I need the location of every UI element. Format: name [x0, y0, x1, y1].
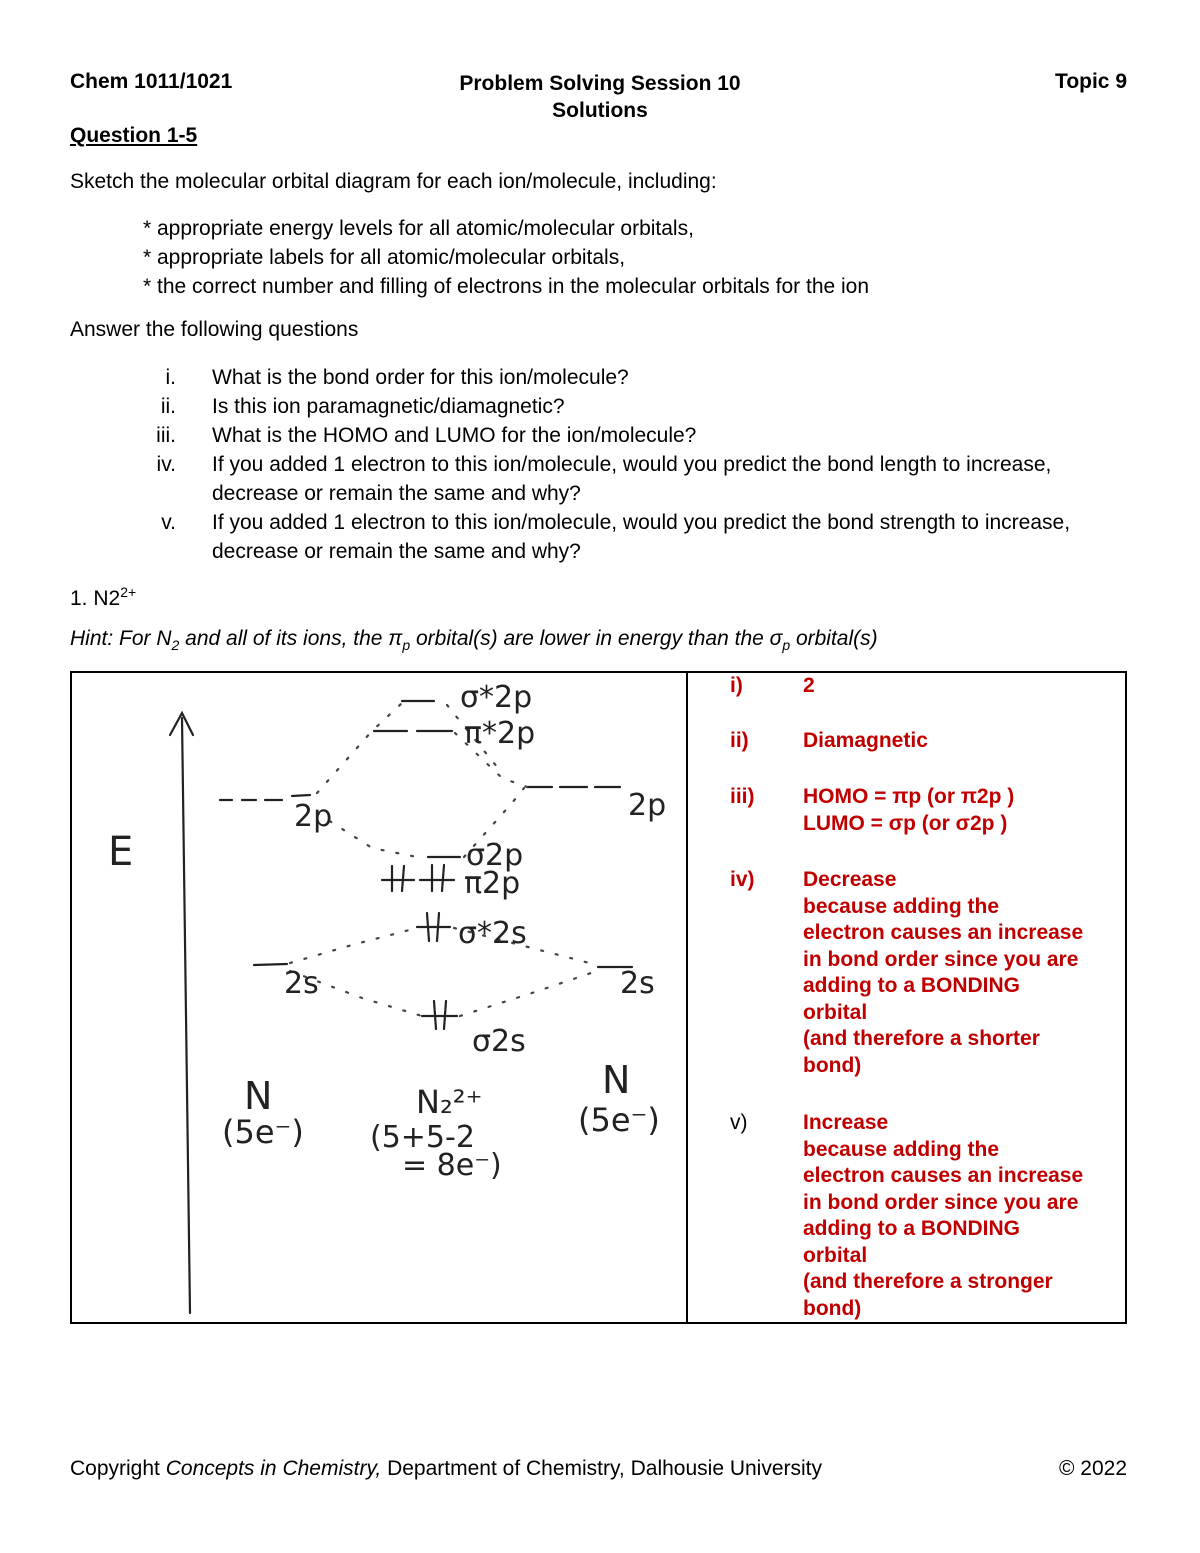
hint-part: orbital(s) are lower in energy than the σ: [410, 627, 783, 650]
answer-intro-text: Answer the following questions: [70, 318, 359, 341]
center-electron-count-2: = 8e⁻): [402, 1148, 502, 1183]
header-topic: Topic 9: [1055, 70, 1127, 93]
requirement-item: * the correct number and filling of electrons in the molecular orbitals for the ion: [143, 275, 870, 298]
answer-line: Increase: [803, 1111, 889, 1134]
answer-value: [803, 1110, 1133, 1322]
answer-line: because adding the: [803, 894, 1000, 918]
sigma-2s-label: σ2s: [472, 1024, 526, 1059]
answer-line: in bond order since you are: [803, 1190, 1079, 1214]
sigma-star-2p-label: σ*2p: [460, 680, 533, 715]
item-1-charge: 2+: [120, 584, 137, 600]
answer-value: [803, 867, 1133, 1079]
right-2s-label: 2s: [620, 966, 655, 1001]
answer-line: because adding the: [803, 1137, 1000, 1161]
footer-italic: Concepts in Chemistry,: [165, 1457, 382, 1480]
left-atom-label: N: [244, 1074, 273, 1118]
box-divider: [686, 673, 688, 1322]
answer-line: Decrease: [803, 868, 897, 891]
answer-line: (and therefore a stronger: [803, 1270, 1053, 1293]
questions-list: [120, 363, 1092, 566]
header-title-line2: Solutions: [552, 99, 648, 122]
pi-2p-electrons: [392, 865, 444, 891]
question-item: [120, 450, 1092, 508]
mo-diagram: [72, 673, 684, 1323]
homo-line: HOMO = πp (or π2p ): [803, 785, 1015, 808]
sigma-star-2s-label: σ*2s: [458, 916, 527, 951]
pi-star-2p-label: π*2p: [464, 716, 536, 751]
header-title: [300, 70, 900, 124]
item-1-sub: 2: [108, 587, 121, 610]
hint-sub: 2: [171, 637, 180, 654]
left-atom-electrons: (5e⁻): [222, 1113, 304, 1151]
left-2s-label: 2s: [284, 966, 319, 1001]
correlation-line: [317, 703, 402, 793]
question-item: [120, 421, 1092, 450]
requirements-list: [143, 214, 869, 301]
right-atom-electrons: (5e⁻): [578, 1101, 660, 1139]
answer-line: (and therefore a shorter: [803, 1027, 1040, 1050]
answer-value: Diamagnetic: [803, 729, 928, 752]
right-2p-label: 2p: [628, 788, 667, 823]
header-course: Chem 1011/1021: [70, 70, 233, 93]
answer-line: adding to a BONDING: [803, 1217, 1020, 1240]
header-title-line1: Problem Solving Session 10: [459, 72, 741, 95]
answer-line: adding to a BONDING: [803, 974, 1020, 997]
hint-sub: p: [782, 637, 791, 654]
sigma-2p-label: σ2p: [466, 838, 524, 873]
answer-line: bond): [803, 1296, 862, 1320]
answer-line: electron causes an increase: [803, 921, 1084, 944]
answer-value: [803, 784, 1133, 837]
answer-line: electron causes an increase: [803, 1164, 1084, 1187]
hint-sub: p: [402, 637, 411, 654]
energy-label: E: [108, 829, 134, 875]
question-text: If you added 1 electron to this ion/molecule, would you predict the bond strength to increase, decrease or remain the same and why?: [212, 511, 1071, 563]
answer-number: ii): [730, 729, 749, 752]
answer-line: orbital: [803, 1000, 868, 1024]
question-number: ii.: [160, 395, 176, 418]
footer-copyright: [70, 1457, 822, 1481]
requirement-item: * appropriate labels for all atomic/molecular orbitals,: [143, 246, 626, 269]
footer-part: Department of Chemistry, Dalhousie University: [381, 1457, 823, 1480]
requirement-item: * appropriate energy levels for all atomic/molecular orbitals,: [143, 217, 694, 240]
question-text: Is this ion paramagnetic/diamagnetic?: [212, 395, 565, 418]
sigma-2s-electrons: [422, 1001, 457, 1029]
hint-part: Hint: For N: [70, 627, 172, 650]
answer-line: bond): [803, 1053, 862, 1077]
question-item: [120, 508, 1092, 566]
answer-number: iii): [730, 785, 755, 808]
center-ion-label: N₂²⁺: [416, 1083, 483, 1121]
intro-text: Sketch the molecular orbital diagram for each ion/molecule, including:: [70, 170, 717, 193]
question-text: What is the HOMO and LUMO for the ion/molecule?: [212, 424, 697, 447]
question-text: What is the bond order for this ion/molecule?: [212, 366, 629, 389]
answer-number: i): [730, 674, 743, 697]
question-number: iv.: [156, 453, 176, 476]
question-text: If you added 1 electron to this ion/molecule, would you predict the bond length to increase, decrease or remain the same and why?: [212, 453, 1052, 505]
center-electron-count-1: (5+5-2: [370, 1120, 475, 1155]
lumo-line: LUMO = σp (or σ2p ): [803, 811, 1008, 835]
answer-line: in bond order since you are: [803, 947, 1079, 971]
hint-text: [70, 627, 878, 653]
sigma-star-2s-electrons: [417, 913, 450, 941]
answer-number: iv): [730, 868, 755, 891]
question-number: i.: [165, 366, 176, 389]
hint-part: and all of its ions, the π: [179, 627, 403, 650]
right-atom-label: N: [602, 1058, 631, 1102]
pi-2p-label: π2p: [464, 866, 521, 901]
question-title: Question 1-5: [70, 124, 198, 147]
question-number: v.: [161, 511, 176, 534]
item-1-title: [70, 584, 136, 611]
question-number: iii.: [156, 424, 176, 447]
item-1-prefix: 1. N: [70, 587, 109, 610]
hint-part: orbital(s): [790, 627, 878, 650]
footer-year: © 2022: [1058, 1457, 1127, 1480]
answer-number: v): [730, 1111, 748, 1134]
correlation-line: [317, 813, 422, 858]
answer-line: orbital: [803, 1243, 868, 1267]
answer-value: 2: [803, 674, 815, 697]
correlation-line: [290, 928, 417, 963]
correlation-line: [460, 971, 597, 1016]
left-2s-level: [254, 964, 287, 965]
energy-axis-line: [182, 718, 190, 1313]
question-item: [120, 392, 1092, 421]
question-item: [120, 363, 1092, 392]
left-2p-label: 2p: [294, 799, 333, 834]
footer-part: Copyright: [70, 1457, 166, 1480]
